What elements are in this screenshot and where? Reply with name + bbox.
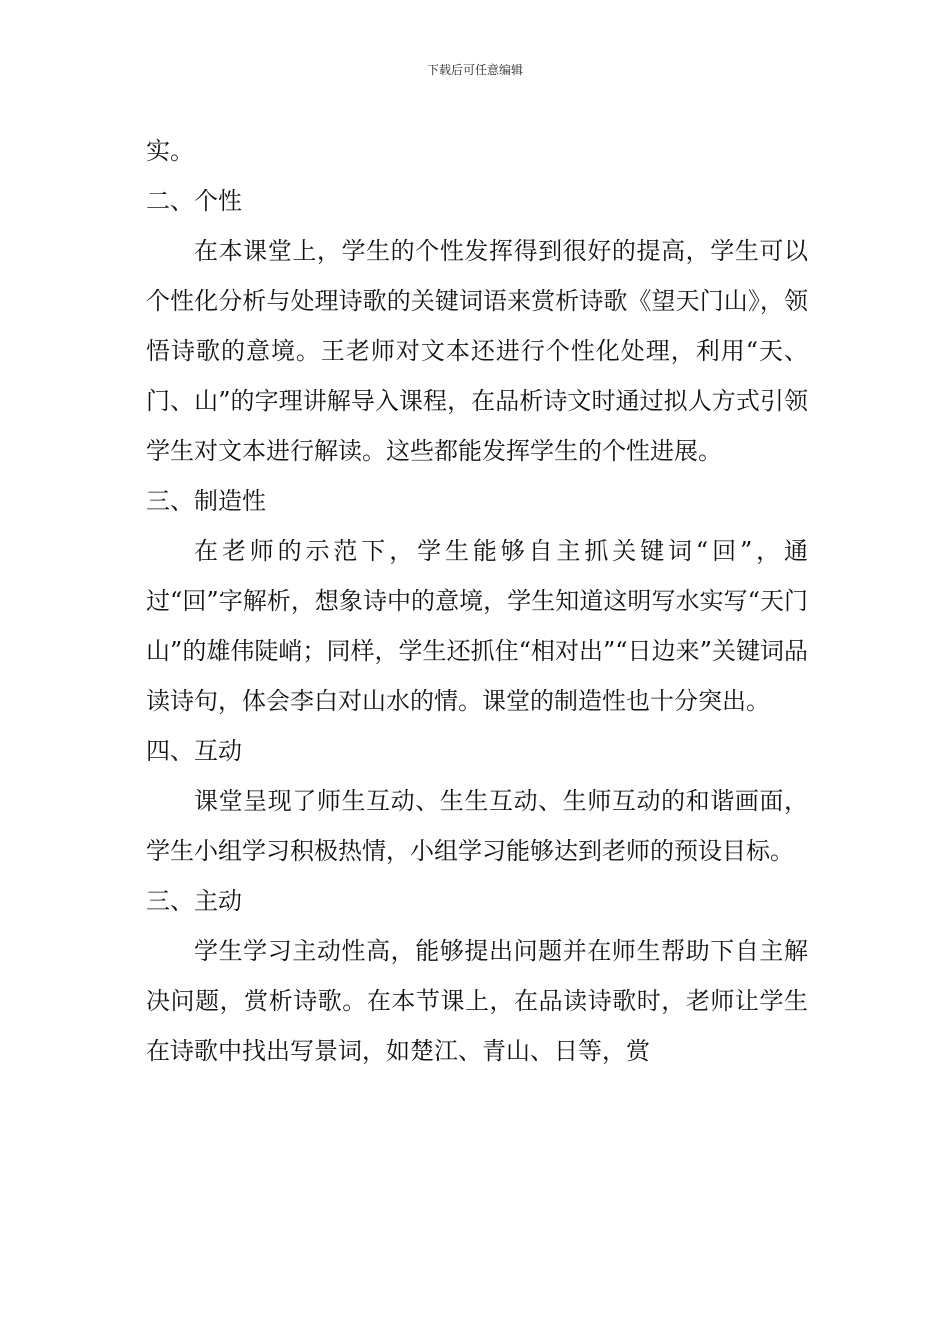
paragraph-initiative: 学生学习主动性高，能够提出问题并在师生帮助下自主解决问题，赏析诗歌。在本节课上，在品读诗歌时，老师让学生在诗歌中找出写景词，如楚江、青山、日等，赏 bbox=[146, 937, 808, 1065]
section-heading-individuality: 二、个性 bbox=[146, 187, 242, 215]
page-header: 下载后可任意编辑 bbox=[426, 63, 523, 77]
paragraph-continuation: 实。 bbox=[146, 137, 194, 165]
section-heading-interaction: 四、互动 bbox=[146, 737, 242, 765]
paragraph-individuality: 在本课堂上，学生的个性发挥得到很好的提高，学生可以个性化分析与处理诗歌的关键词语来赏析诗歌《望天门山》，领悟诗歌的意境。王老师对文本还进行个性化处理，利用“天、门、山”的字理讲解导入课程，在品析诗文时通过拟人方式引领学生对文本进行解读。这些都能发挥学生的个性进展。 bbox=[146, 237, 808, 465]
paragraph-creativity: 在老师的示范下，学生能够自主抓关键词“回”，通过“回”字解析，想象诗中的意境，学生知道这明写水实写“天门山”的雄伟陡峭；同样，学生还抓住“相对出”“日边来”关键词品读诗句，体会李白对山水的情。课堂的制造性也十分突出。 bbox=[146, 537, 808, 715]
document-body bbox=[146, 126, 808, 1076]
section-heading-creativity: 三、制造性 bbox=[146, 487, 266, 515]
paragraph-interaction: 课堂呈现了师生互动、生生互动、生师互动的和谐画面，学生小组学习积极热情，小组学习能够达到老师的预设目标。 bbox=[146, 787, 808, 865]
section-heading-initiative: 三、主动 bbox=[146, 887, 242, 915]
